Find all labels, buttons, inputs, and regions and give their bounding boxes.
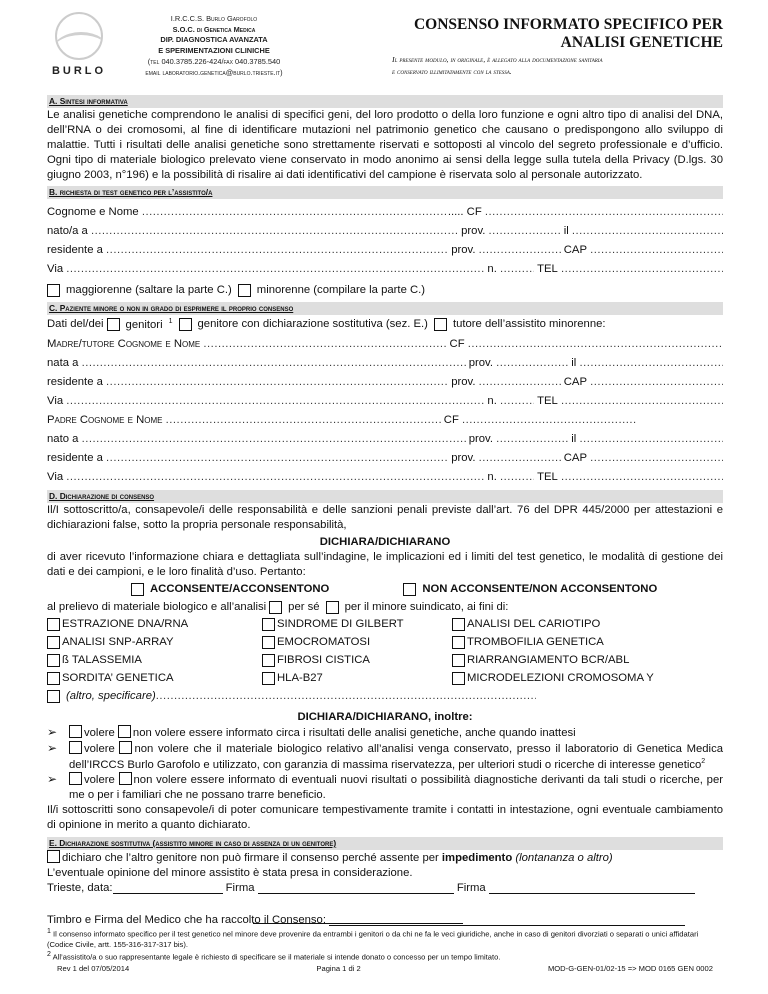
mother-residence-row[interactable]: residente a ..... prov. ..... CAP ..... — [47, 375, 723, 390]
test-checkbox[interactable] — [452, 618, 465, 631]
tutore-checkbox[interactable] — [434, 318, 447, 331]
mother-birth-prov-field[interactable] — [496, 356, 568, 371]
patient-residence-field[interactable] — [106, 243, 448, 258]
institution-block — [119, 14, 309, 78]
test-option — [452, 635, 682, 650]
test-label: RIARRANGIAMENTO BCR/ABL — [467, 654, 630, 667]
per-minore-label: per il minore suindicato, ai fini di: — [344, 600, 509, 613]
b2-volere-checkbox[interactable] — [69, 741, 82, 754]
test-label: ANALISI SNP-ARRAY — [62, 636, 174, 649]
father-cap-field[interactable] — [590, 451, 723, 466]
test-checkbox[interactable] — [47, 618, 60, 631]
mother-tel-field[interactable] — [561, 394, 723, 409]
patient-address-row[interactable]: Via ..... n. ..... TEL ..... — [47, 262, 723, 277]
institution-name: I.R.C.C.S. Burlo Garofolo — [170, 14, 258, 23]
doctor-signature-row: Timbro e Firma del Medico che ha raccolto il Consenso: — [47, 913, 723, 928]
mother-cf-field[interactable] — [468, 337, 723, 352]
non-acconsente-checkbox[interactable] — [403, 583, 416, 596]
altro-label: (altro, specificare) — [66, 689, 156, 702]
father-tel-field[interactable] — [561, 470, 723, 485]
mother-res-prov-field[interactable] — [479, 375, 561, 390]
age-options — [47, 283, 723, 299]
father-residence-field[interactable] — [106, 451, 448, 466]
dichiara-heading: DICHIARA/DICHIARANO — [319, 535, 451, 548]
acconsente-checkbox[interactable] — [131, 583, 144, 596]
test-label: TROMBOFILIA GENETICA — [467, 636, 604, 649]
section-c-title: C. Paziente minore o non in grado di esprimere il proprio consenso — [47, 302, 723, 315]
guardian-intro: Dati del/dei — [47, 318, 104, 331]
test-label: HLA-B27 — [277, 672, 323, 685]
test-label: ß TALASSEMIA — [62, 654, 142, 667]
patient-cf-field[interactable] — [485, 205, 723, 220]
tutore-label: tutore dell’assistito minorenne: — [452, 318, 606, 331]
father-name-row[interactable]: Padre Cognome e Nome ..... CF ..... — [47, 413, 723, 428]
consent-form-page — [47, 0, 723, 973]
department-name: S.O.C. di Genetica Medica — [172, 24, 256, 34]
genitori-checkbox[interactable] — [107, 318, 120, 331]
title-line1: CONSENSO INFORMATO SPECIFICO PER — [413, 16, 723, 33]
test-label: ANALISI DEL CARIOTIPO — [467, 618, 601, 631]
other-test-row — [47, 688, 723, 704]
section-d-intro: Il/I sottoscritto/a, consapevole/i delle responsabilità e delle sanzioni penali previste dall’art. 76 del DPR 445/2000 per attestazioni e dichiarazioni false, sotto la propria personale responsabilità, — [47, 503, 723, 531]
test-label: ESTRAZIONE DNA/RNA — [62, 618, 189, 631]
absence-declaration: dichiaro che l’altro genitore non può firmare il consenso perché assente per impedimento (lontananza o altro) — [47, 850, 723, 866]
mother-birth-row[interactable]: nata a ..... prov. ..... il ..... — [47, 356, 723, 371]
test-checkbox[interactable] — [262, 636, 275, 649]
section-d-informed: di aver ricevuto l’informazione chiara e dettagliata sull’indagine, le implicazioni ed i limiti del test genetico, le modalità di gestione dei dati e dei campioni, e le loro finalità d’uso. Pertanto: — [47, 550, 723, 578]
genitore-label: genitore con dichiarazione sostitutiva (sez. E.) — [197, 318, 428, 331]
father-birth-prov-field[interactable] — [496, 432, 568, 447]
bullet-storage: ➢ volere non volere che il materiale biologico relativo all’analisi venga conservato, presso il laboratorio di Genetica Medica dell’IRCCS Burlo Garofolo e utilizzato, con garanzia di massima riservatezza, per ulteriori studi o ricerche di interesse genetico$^2$ — [47, 741, 723, 773]
test-option — [452, 671, 682, 686]
section-a-text: Le analisi genetiche comprendono le analisi di specifici geni, del loro prodotto o della loro funzione e ogni altro tipo di analisi del DNA, dell’RNA o dei cromosomi, al fine di identificare mutazioni nel patrimonio genetico che causano o predispongono allo sviluppo di malattie. Tutti i risultati delle analisi genetiche sono strettamente riservati e sottoposti al vincolo del segreto professionale e d’ufficio. Ogni tipo di materiale biologico prelevato viene conservato in modo anonimo ai sensi della legge sulla tutela della Privacy (D.lgs. 30 giugno 2003, n°196) e la possibilità di risalire ai dati identificativi del campione è riservata solo al personale autorizzato. — [47, 109, 723, 181]
test-option — [452, 617, 682, 632]
patient-cap-field[interactable] — [590, 243, 723, 258]
division-line1: DIP. DIAGNOSTICA AVANZATA — [160, 35, 268, 45]
tests-grid — [47, 617, 723, 686]
father-res-prov-field[interactable] — [479, 451, 561, 466]
revision: Rev 1 del 07/05/2014 — [57, 963, 130, 973]
per-se-checkbox[interactable] — [269, 601, 282, 614]
mother-street-field[interactable] — [66, 394, 484, 409]
test-checkbox[interactable] — [47, 636, 60, 649]
section-d-closing: Il/i sottoscritti sono consapevole/i di poter comunicare tempestivamente tramite i contatti in intestazione, ogni eventuale cambiamento di opinione in merito a quanto dichiarato. — [47, 804, 723, 832]
page-number: Pagina 1 di 2 — [316, 963, 361, 973]
genitore-checkbox[interactable] — [179, 318, 192, 331]
footnote-1: $^1$ Il consenso informato specifico per il test genetico nel minore deve provenire da entrambi i genitori o da chi ne fa le veci giuridiche, anche in caso di genitori divorziati o separati o unici affidatari (Codice Civile, artt. 155-316-317-317 bis). — [47, 928, 699, 949]
document-code: MOD-G-GEN-01/02-15 => MOD 0165 GEN 0002 — [547, 963, 713, 973]
test-checkbox[interactable] — [452, 672, 465, 685]
b3-volere-checkbox[interactable] — [69, 772, 82, 785]
mother-name-row[interactable]: Madre/tutore Cognome e Nome ..... CF ..... — [47, 337, 723, 352]
title-line2: ANALISI GENETICHE — [560, 33, 723, 51]
altro-field[interactable] — [156, 689, 536, 704]
minorenne-checkbox[interactable] — [238, 284, 251, 297]
email-address: email laboratorio.genetica@burlo.trieste.it) — [145, 67, 283, 77]
mother-address-row[interactable]: Via ..... n. ..... TEL ..... — [47, 394, 723, 409]
mother-birthdate-field[interactable] — [579, 356, 723, 371]
b1-volere-checkbox[interactable] — [69, 725, 82, 738]
per-minore-checkbox[interactable] — [326, 601, 339, 614]
minorenne-label: minorenne (compilare la parte C.) — [256, 284, 426, 297]
genitori-label: genitori $^1$ — [125, 317, 173, 331]
absence-checkbox[interactable] — [47, 850, 60, 863]
test-option — [452, 653, 682, 668]
test-checkbox[interactable] — [262, 672, 275, 685]
father-cf-field[interactable] — [462, 413, 637, 428]
archive-note-line1: Il presente modulo, in originale, è allegato alla documentazione sanitaria — [392, 55, 603, 64]
section-e-title: E. Dichiarazione sostitutiva (assistito minore in caso di assenza di un genitore) — [47, 837, 723, 850]
form-title — [393, 16, 723, 52]
patient-birthdate-field[interactable] — [572, 224, 723, 239]
patient-res-prov-field[interactable] — [479, 243, 561, 258]
test-checkbox[interactable] — [262, 618, 275, 631]
test-checkbox[interactable] — [452, 654, 465, 667]
test-label: SINDROME DI GILBERT — [277, 618, 404, 631]
b2-non-volere-checkbox[interactable] — [119, 741, 132, 754]
section-d-title: D. Dichiarazione di consenso — [47, 490, 723, 503]
bullet-results: ➢ volere non volere essere informato circa i risultati delle analisi genetiche, anche quando inattesi — [47, 725, 723, 741]
archive-note — [392, 54, 724, 78]
footer — [47, 923, 723, 974]
patient-street-field[interactable] — [66, 262, 484, 277]
father-street-field[interactable] — [66, 470, 484, 485]
patient-residence-row[interactable]: residente a ..... prov. ..... CAP ..... — [47, 243, 723, 258]
test-option — [262, 617, 452, 632]
mother-name-field[interactable] — [203, 337, 446, 352]
altro-checkbox[interactable] — [47, 690, 60, 703]
logo-mark-icon — [55, 12, 103, 60]
mother-residence-field[interactable] — [106, 375, 448, 390]
phone-fax: (tel 040.3785.226-424/fax 040.3785.540 — [147, 56, 281, 66]
father-birthplace-field[interactable] — [82, 432, 466, 447]
patient-name-row[interactable]: Cognome e Nome ..... ..... CF ..... — [47, 205, 723, 220]
patient-tel-field[interactable] — [561, 262, 723, 277]
non-acconsente-label: NON ACCONSENTE/NON ACCONSENTONO — [422, 582, 658, 595]
per-se-label: per sé — [288, 600, 320, 613]
father-birthdate-field[interactable] — [579, 432, 723, 447]
test-option — [262, 671, 452, 686]
section-b-title: B. richiesta di test genetico per l’assistito/a — [47, 186, 723, 199]
guardian-options — [47, 317, 723, 333]
patient-number-field[interactable] — [500, 262, 534, 277]
date-field[interactable] — [113, 882, 223, 894]
test-option — [262, 653, 452, 668]
mother-birthplace-field[interactable] — [82, 356, 466, 371]
analysis-target-options — [47, 599, 723, 615]
b1-non-volere-checkbox[interactable] — [118, 725, 131, 738]
patient-birth-row[interactable]: nato/a a ..... prov. ..... il ..... — [47, 224, 723, 239]
patient-birthplace-field[interactable] — [91, 224, 458, 239]
test-option — [47, 653, 262, 668]
test-option — [47, 617, 262, 632]
test-label: FIBROSI CISTICA — [277, 654, 370, 667]
father-number-field[interactable] — [500, 470, 534, 485]
burlo-logo — [49, 12, 109, 82]
test-label: MICRODELEZIONI CROMOSOMA Y — [467, 672, 654, 685]
mother-number-field[interactable] — [500, 394, 534, 409]
minor-opinion-text: L’eventuale opinione del minore assistito è stata presa in considerazione. — [47, 867, 413, 880]
father-address-row[interactable]: Via ..... n. ..... TEL ..... — [47, 470, 723, 485]
test-label: EMOCROMATOSI — [277, 636, 371, 649]
patient-birth-prov-field[interactable] — [489, 224, 561, 239]
b3-non-volere-checkbox[interactable] — [119, 772, 132, 785]
test-option — [47, 635, 262, 650]
section-a-title: A. Sintesi informativa — [47, 95, 723, 108]
acconsente-label: ACCONSENTE/ACCONSENTONO — [150, 582, 330, 595]
father-name-field[interactable] — [166, 413, 441, 428]
prelievo-label: al prelievo di materiale biologico e all’analisi — [47, 600, 267, 613]
father-residence-row[interactable]: residente a ..... prov. ..... CAP ..... — [47, 451, 723, 466]
signature-field-2[interactable] — [489, 882, 695, 894]
footnote-2: $^2$ All’assistito/a o suo rappresentante legale è richiesto di specificare se il materiale si intende donato o concesso per un tempo limitato. — [47, 951, 501, 962]
signature-field-1[interactable] — [258, 882, 454, 894]
test-label: SORDITA’ GENETICA — [62, 672, 174, 685]
maggiorenne-checkbox[interactable] — [47, 284, 60, 297]
consent-options — [131, 581, 723, 597]
preferences-list — [47, 725, 723, 803]
header — [47, 0, 723, 92]
test-checkbox[interactable] — [47, 654, 60, 667]
archive-note-line2: e conservato illimitatamente con la stessa. — [392, 67, 512, 77]
test-checkbox[interactable] — [262, 654, 275, 667]
mother-cap-field[interactable] — [590, 375, 723, 390]
maggiorenne-label: maggiorenne (saltare la parte C.) — [66, 284, 232, 297]
test-checkbox[interactable] — [452, 636, 465, 649]
footer-bar — [47, 964, 723, 974]
signature-row: Trieste, data: Firma Firma — [47, 881, 723, 896]
father-birth-row[interactable]: nato a ..... prov. ..... il ..... — [47, 432, 723, 447]
footnote-rule — [253, 923, 463, 924]
logo-text: BURLO — [51, 65, 107, 77]
test-checkbox[interactable] — [47, 672, 60, 685]
division-line2: E SPERIMENTAZIONI CLINICHE — [158, 46, 270, 56]
test-option — [262, 635, 452, 650]
patient-name-field[interactable] — [142, 205, 448, 220]
dichiara-inoltre-heading: DICHIARA/DICHIARANO, inoltre: — [297, 711, 473, 724]
test-option — [47, 671, 262, 686]
bullet-new-results: ➢ volere non volere essere informato di eventuali nuovi risultati o possibilità diagnostiche derivanti da tali studi o ricerche, per me o per i familiari che ne possano trarre beneficio. — [47, 772, 723, 803]
